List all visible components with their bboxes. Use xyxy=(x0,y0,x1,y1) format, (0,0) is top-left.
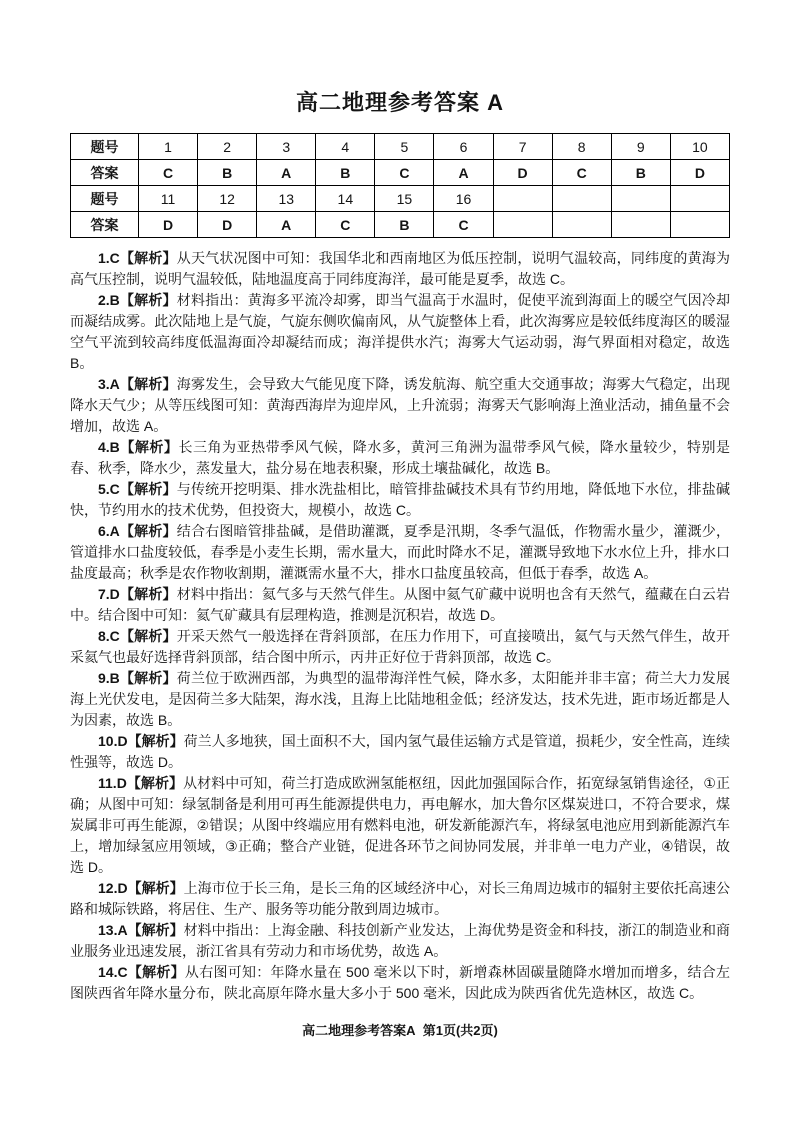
explanation-label: 5.C【解析】 xyxy=(98,481,177,497)
answer-cell: C xyxy=(375,160,434,186)
question-number-cell: 3 xyxy=(257,134,316,160)
explanation-label: 10.D【解析】 xyxy=(98,733,184,749)
explanation-text: 上海市位于长三角，是长三角的区域经济中心，对长三角周边城市的辐射主要依托高速公路和城际铁路，将居住、生产、服务等功能分散到周边城市。 xyxy=(70,880,730,917)
answer-cell: D xyxy=(198,212,257,238)
question-number-cell: 16 xyxy=(434,186,493,212)
question-number-cell: 6 xyxy=(434,134,493,160)
explanation-text: 开采天然气一般选择在背斜顶部，在压力作用下，可直接喷出，氦气与天然气伴生，故开采氦气也最好选择背斜顶部，结合图中所示，丙井正好位于背斜顶部，故选 C。 xyxy=(70,628,730,665)
row-header-cell: 题号 xyxy=(71,134,139,160)
answer-cell xyxy=(611,212,670,238)
explanation-text: 海雾发生，会导致大气能见度下降，诱发航海、航空重大交通事故；海雾大气稳定，出现降水天气少；从等压线图可知：黄海西海岸为迎岸风，上升流弱；海雾天气影响海上渔业活动，捕鱼量不会增加，故选 A。 xyxy=(70,376,730,434)
answer-table-row xyxy=(71,134,730,160)
question-number-cell: 11 xyxy=(139,186,198,212)
footer-page-number: 第1页(共2页) xyxy=(422,1023,498,1038)
answer-cell: B xyxy=(611,160,670,186)
explanation-text: 与传统开挖明渠、排水洗盐相比，暗管排盐碱技术具有节约用地，降低地下水位，排盐碱快，节约用水的技术优势，但投资大，规模小，故选 C。 xyxy=(70,481,730,518)
question-number-cell xyxy=(493,186,552,212)
answer-cell: B xyxy=(198,160,257,186)
answer-cell: A xyxy=(257,160,316,186)
explanation-label: 3.A【解析】 xyxy=(98,376,177,392)
question-number-cell: 2 xyxy=(198,134,257,160)
explanation-paragraph xyxy=(70,626,730,668)
answer-cell: C xyxy=(434,212,493,238)
answer-cell: C xyxy=(316,212,375,238)
explanation-text: 结合右图暗管排盐碱，是借助灌溉，夏季是汛期，冬季气温低，作物需水量少，灌溉少，管道排水口盐度较低，春季是小麦生长期，需水量大，而此时降水不足，灌溉导致地下水水位上升，排水口盐度最高；秋季是农作物收割期，灌溉需水量不大，排水口盐度虽较高，但低于春季，故选 A。 xyxy=(70,523,730,581)
explanation-label: 12.D【解析】 xyxy=(98,880,184,896)
question-number-cell: 12 xyxy=(198,186,257,212)
explanation-paragraph xyxy=(70,248,730,290)
answer-cell: B xyxy=(375,212,434,238)
question-number-cell: 8 xyxy=(552,134,611,160)
page-footer xyxy=(70,1020,730,1039)
explanation-text: 材料中指出：氦气多与天然气伴生。从图中氦气矿藏中说明也含有天然气，蕴藏在白云岩中。结合图中可知：氦气矿藏具有层理构造，推测是沉积岩，故选 D。 xyxy=(70,586,730,623)
answer-table xyxy=(70,133,730,238)
explanation-text: 材料中指出：上海金融、科技创新产业发达，上海优势是资金和科技，浙江的制造业和商业服务业迅速发展，浙江省具有劳动力和市场优势，故选 A。 xyxy=(70,922,730,959)
explanation-paragraph xyxy=(70,290,730,374)
explanation-text: 长三角为亚热带季风气候，降水多，黄河三角洲为温带季风气候，降水量较少，特别是春、秋季，降水少，蒸发量大，盐分易在地表积聚，形成土壤盐碱化，故选 B。 xyxy=(70,439,730,476)
explanation-paragraph xyxy=(70,668,730,731)
answer-cell xyxy=(493,212,552,238)
question-number-cell: 9 xyxy=(611,134,670,160)
answer-cell: D xyxy=(670,160,729,186)
explanation-paragraph xyxy=(70,920,730,962)
answer-cell: A xyxy=(257,212,316,238)
question-number-cell: 15 xyxy=(375,186,434,212)
explanation-text: 从天气状况图中可知：我国华北和西南地区为低压控制，说明气温较高，同纬度的黄海为高气压控制，说明气温较低，陆地温度高于同纬度海洋，最可能是夏季，故选 C。 xyxy=(70,250,730,287)
explanation-label: 11.D【解析】 xyxy=(98,775,184,791)
explanation-paragraph xyxy=(70,878,730,920)
question-number-cell: 5 xyxy=(375,134,434,160)
answer-cell: B xyxy=(316,160,375,186)
question-number-cell: 1 xyxy=(139,134,198,160)
answer-table-row xyxy=(71,160,730,186)
answer-table-row xyxy=(71,186,730,212)
explanation-text: 荷兰位于欧洲西部，为典型的温带海洋性气候，降水多，太阳能并非丰富；荷兰大力发展海上光伏发电，是因荷兰多大陆架，海水浅，且海上比陆地租金低；经济发达，技术先进，距市场近都是人为因素，故选 B。 xyxy=(70,670,730,728)
explanation-text: 材料指出：黄海多平流冷却雾，即当气温高于水温时，促使平流到海面上的暖空气因冷却而凝结成雾。此次陆地上是气旋，气旋东侧吹偏南风，从气旋整体上看，此次海雾应是较低纬度海区的暖湿空气平流到较高纬度低温海面冷却凝结而成；海洋提供水汽；海雾大气运动弱，海气界面相对稳定，故选 B。 xyxy=(70,292,730,371)
question-number-cell xyxy=(552,186,611,212)
question-number-cell xyxy=(611,186,670,212)
explanation-paragraph xyxy=(70,962,730,1004)
explanation-paragraph xyxy=(70,479,730,521)
row-header-cell: 答案 xyxy=(71,212,139,238)
footer-document-title: 高二地理参考答案A xyxy=(302,1023,416,1038)
explanation-paragraph xyxy=(70,521,730,584)
row-header-cell: 答案 xyxy=(71,160,139,186)
answer-cell xyxy=(670,212,729,238)
explanation-paragraph xyxy=(70,584,730,626)
question-number-cell: 14 xyxy=(316,186,375,212)
explanation-label: 4.B【解析】 xyxy=(98,439,179,455)
answer-cell xyxy=(552,212,611,238)
explanation-text: 荷兰人多地狭，国土面积不大，国内氢气最佳运输方式是管道，损耗少，安全性高，连续性强等，故选 D。 xyxy=(70,733,730,770)
answer-cell: C xyxy=(139,160,198,186)
explanations xyxy=(70,248,730,1004)
answer-cell: D xyxy=(493,160,552,186)
answer-table-body xyxy=(71,134,730,238)
answer-cell: D xyxy=(139,212,198,238)
explanation-label: 9.B【解析】 xyxy=(98,670,177,686)
answer-cell: A xyxy=(434,160,493,186)
page-title: 高二地理参考答案 A xyxy=(295,90,504,115)
explanation-text: 从右图可知：年降水量在 500 毫米以下时，新增森林固碳量随降水增加而增多，结合左图陕西省年降水量分布，陕北高原年降水量大多小于 500 毫米，因此成为陕西省优先造林区，故选 C。 xyxy=(70,964,730,1001)
question-number-cell: 13 xyxy=(257,186,316,212)
explanation-paragraph xyxy=(70,773,730,878)
answer-cell: C xyxy=(552,160,611,186)
explanation-paragraph xyxy=(70,437,730,479)
explanation-label: 2.B【解析】 xyxy=(98,292,177,308)
explanation-paragraph xyxy=(70,731,730,773)
question-number-cell xyxy=(670,186,729,212)
explanation-label: 8.C【解析】 xyxy=(98,628,177,644)
explanation-paragraph xyxy=(70,374,730,437)
explanation-text: 从材料中可知，荷兰打造成欧洲氢能枢纽，因此加强国际合作，拓宽绿氢销售途径，①正确；从图中可知：绿氢制备是利用可再生能源提供电力，再电解水，加大鲁尔区煤炭进口，不符合要求，煤炭属非可再生能源，②错误；从图中终端应用有燃料电池，研发新能源汽车，将绿氢电池应用到新能源汽车上，增加绿氢应用领域，③正确；整合产业链，促进各环节之间协同发展，并非单一电力产业，④错误，故选 D。 xyxy=(70,775,730,875)
question-number-cell: 10 xyxy=(670,134,729,160)
question-number-cell: 4 xyxy=(316,134,375,160)
question-number-cell: 7 xyxy=(493,134,552,160)
row-header-cell: 题号 xyxy=(71,186,139,212)
explanation-label: 6.A【解析】 xyxy=(98,523,177,539)
explanation-label: 14.C【解析】 xyxy=(98,964,185,980)
explanation-label: 1.C【解析】 xyxy=(98,250,177,266)
answer-table-row xyxy=(71,212,730,238)
explanation-label: 7.D【解析】 xyxy=(98,586,177,602)
explanation-label: 13.A【解析】 xyxy=(98,922,184,938)
